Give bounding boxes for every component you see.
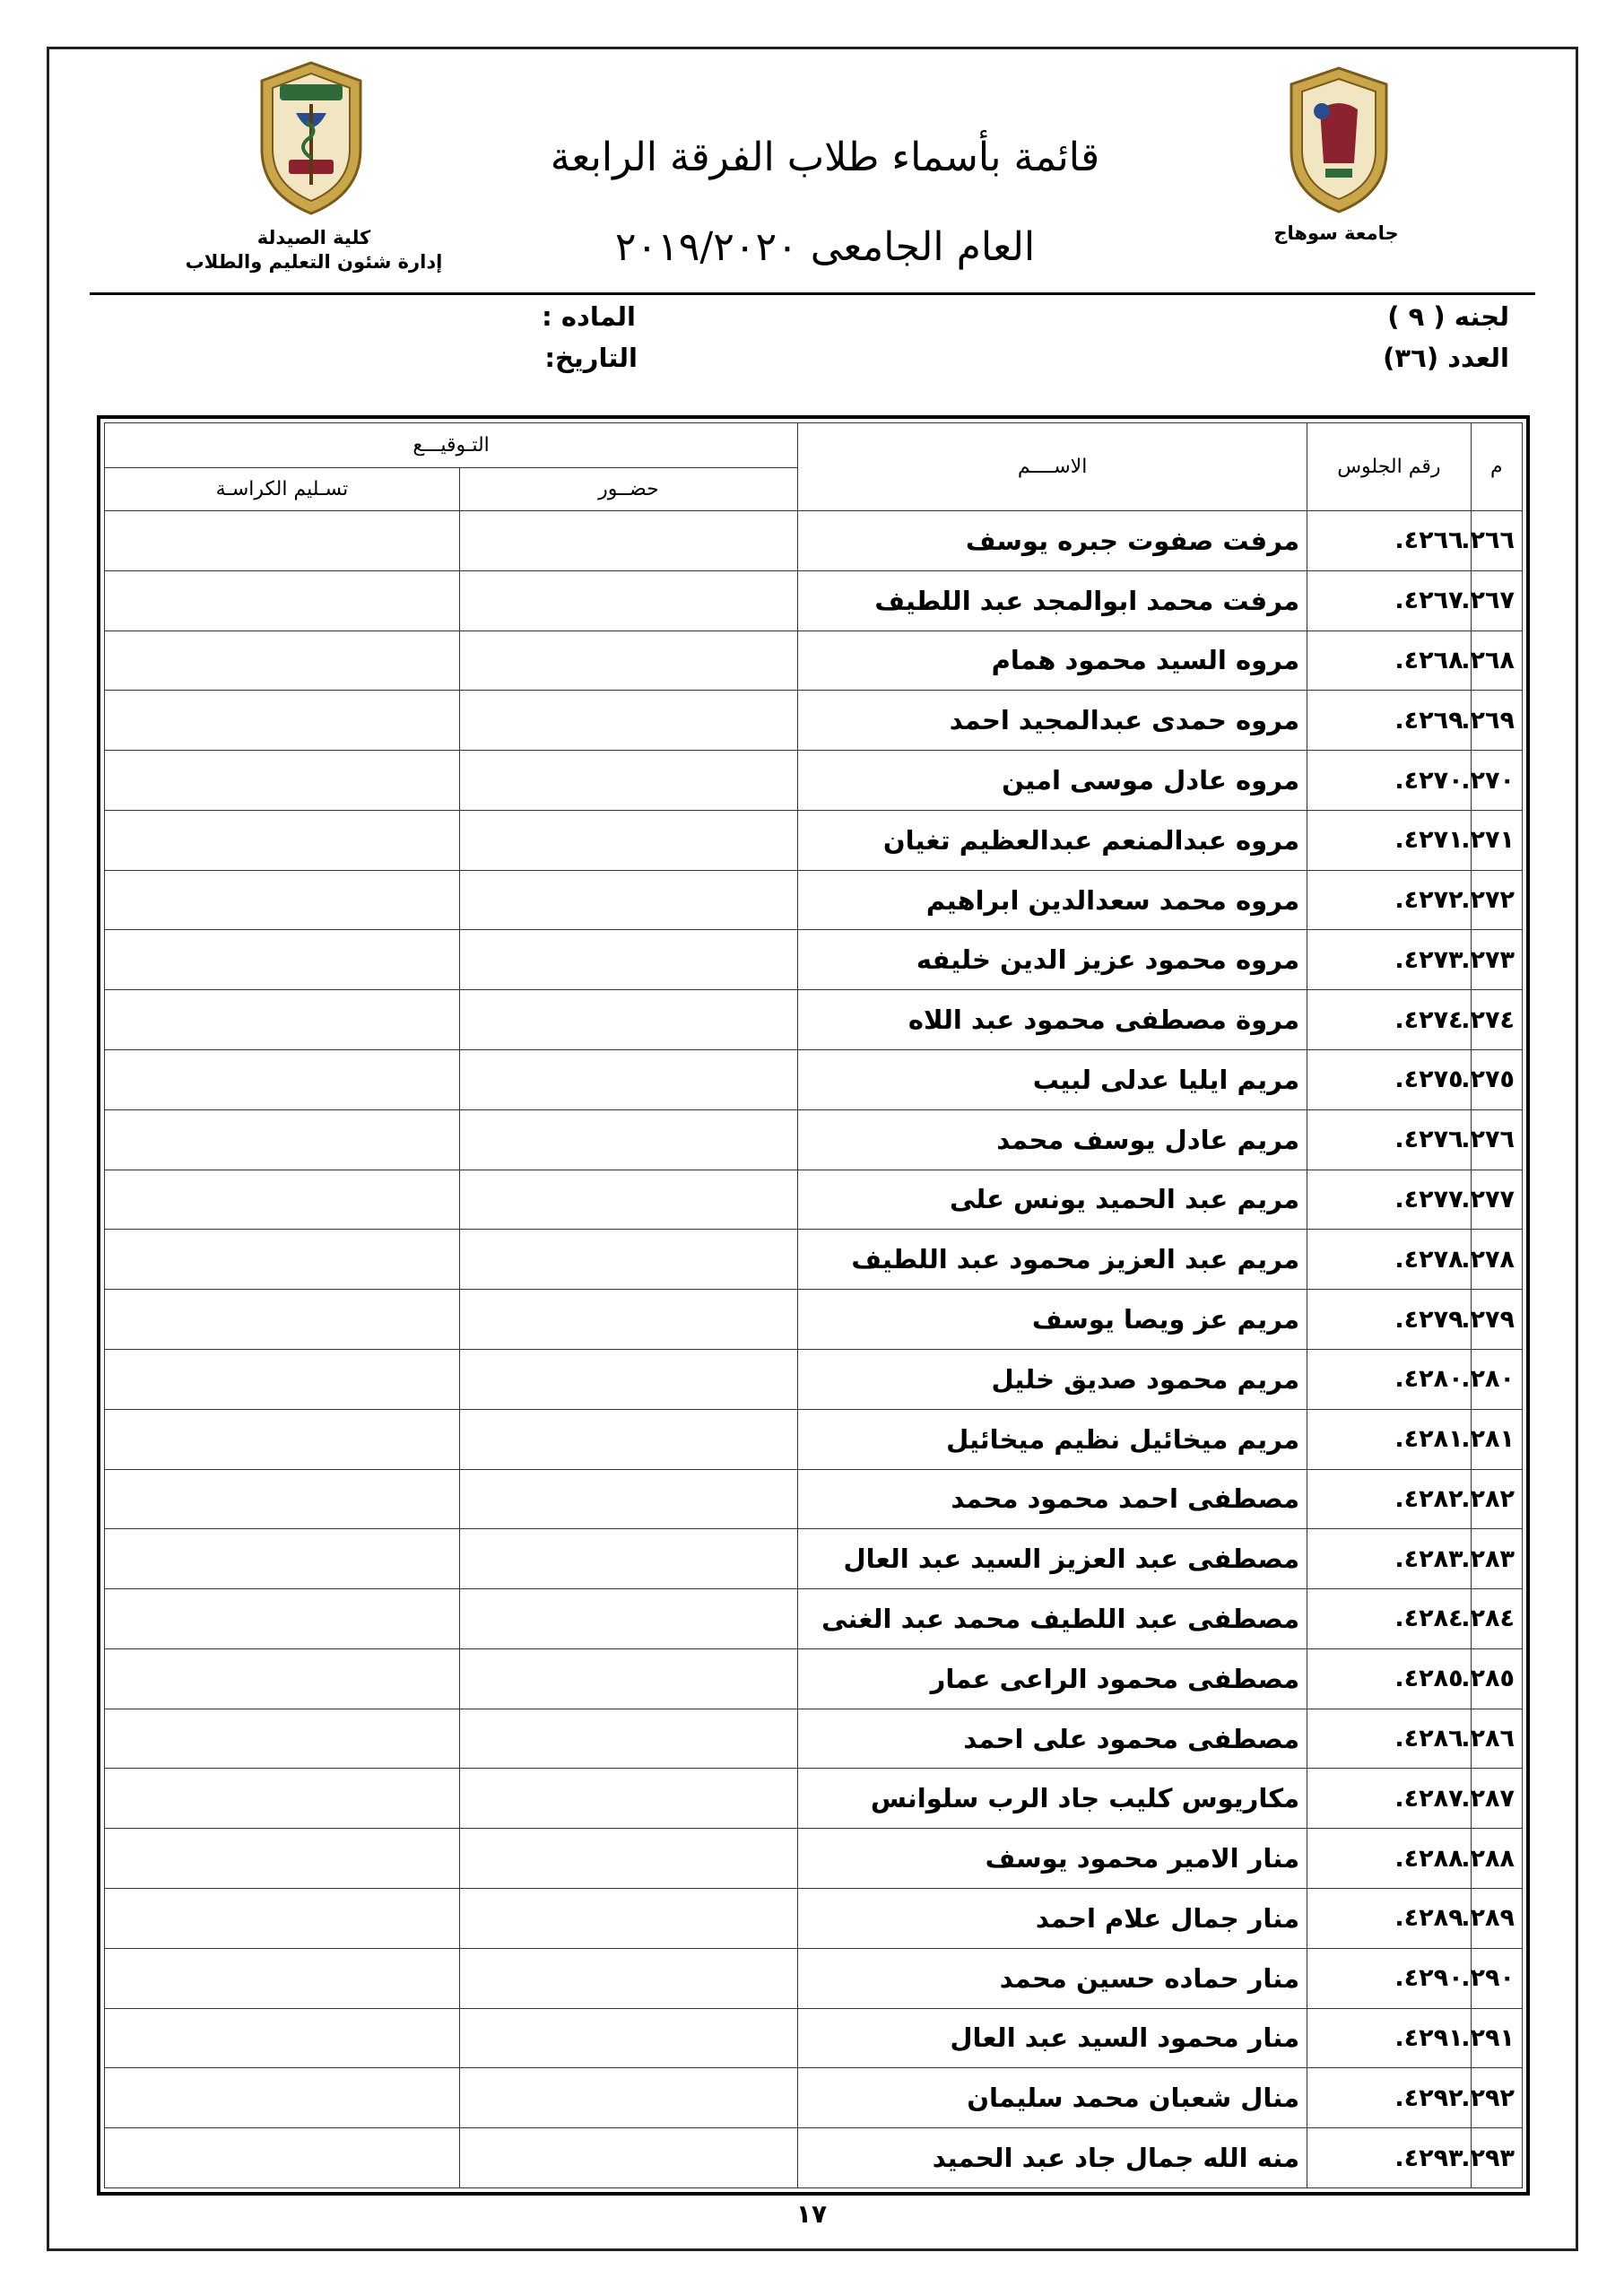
student-name: مصطفى عبد اللطيف محمد عبد الغنى bbox=[798, 1589, 1307, 1649]
table-row bbox=[105, 570, 1523, 631]
department-name: إدارة شئون التعليم والطلاب bbox=[185, 251, 443, 273]
faculty-crest-icon bbox=[253, 59, 369, 216]
seat-number: ٤٢٧٨. bbox=[1307, 1230, 1472, 1290]
row-number: ٢٩١. bbox=[1471, 2008, 1522, 2068]
student-name: مريم ميخائيل نظيم ميخائيل bbox=[798, 1409, 1307, 1469]
row-number: ٢٨٨. bbox=[1471, 1829, 1522, 1889]
booklet-delivery-cell bbox=[105, 570, 460, 631]
row-number: ٢٧٦. bbox=[1471, 1109, 1522, 1170]
row-number: ٢٦٧. bbox=[1471, 570, 1522, 631]
attendance-cell bbox=[459, 1170, 797, 1230]
header-m: م bbox=[1471, 423, 1522, 511]
booklet-delivery-cell bbox=[105, 1948, 460, 2008]
student-name: مصطفى محمود على احمد bbox=[798, 1709, 1307, 1769]
attendance-cell bbox=[459, 511, 797, 571]
seat-number: ٤٢٩٠. bbox=[1307, 1948, 1472, 2008]
attendance-cell bbox=[459, 2068, 797, 2128]
booklet-delivery-cell bbox=[105, 2008, 460, 2068]
student-name: مروه عادل موسى امين bbox=[798, 751, 1307, 811]
attendance-cell bbox=[459, 1589, 797, 1649]
student-name: مروه عبدالمنعم عبدالعظيم تغيان bbox=[798, 810, 1307, 870]
booklet-delivery-cell bbox=[105, 751, 460, 811]
table-row bbox=[105, 930, 1523, 990]
attendance-cell bbox=[459, 1290, 797, 1350]
attendance-cell bbox=[459, 691, 797, 751]
seat-number: ٤٢٧٤. bbox=[1307, 990, 1472, 1050]
attendance-cell bbox=[459, 2008, 797, 2068]
seat-number: ٤٢٦٨. bbox=[1307, 631, 1472, 691]
seat-number: ٤٢٨٢. bbox=[1307, 1469, 1472, 1529]
row-number: ٢٧٠. bbox=[1471, 751, 1522, 811]
student-name: منه الله جمال جاد عبد الحميد bbox=[798, 2128, 1307, 2188]
student-name: مريم عبد العزيز محمود عبد اللطيف bbox=[798, 1230, 1307, 1290]
table-row bbox=[105, 511, 1523, 571]
seat-number: ٤٢٩٣. bbox=[1307, 2128, 1472, 2188]
university-crest-icon bbox=[1284, 65, 1394, 215]
row-number: ٢٧٢. bbox=[1471, 870, 1522, 930]
row-number: ٢٩٣. bbox=[1471, 2128, 1522, 2188]
student-name: مروة مصطفى محمود عبد اللاه bbox=[798, 990, 1307, 1050]
header-attendance: حضــور bbox=[459, 468, 797, 511]
row-number: ٢٧٨. bbox=[1471, 1230, 1522, 1290]
committee-label: لجنه ( ٩ ) bbox=[1387, 301, 1509, 332]
table-row bbox=[105, 990, 1523, 1050]
attendance-cell bbox=[459, 1888, 797, 1948]
student-name: مروه حمدى عبدالمجيد احمد bbox=[798, 691, 1307, 751]
student-name: مريم عز ويصا يوسف bbox=[798, 1290, 1307, 1350]
header-name: الاســــم bbox=[798, 423, 1307, 511]
row-number: ٢٨١. bbox=[1471, 1409, 1522, 1469]
student-name: مروه محمود عزيز الدين خليفه bbox=[798, 930, 1307, 990]
booklet-delivery-cell bbox=[105, 1589, 460, 1649]
seat-number: ٤٢٦٩. bbox=[1307, 691, 1472, 751]
row-number: ٢٨٣. bbox=[1471, 1529, 1522, 1589]
row-number: ٢٨٢. bbox=[1471, 1469, 1522, 1529]
attendance-cell bbox=[459, 810, 797, 870]
seat-number: ٤٢٧٢. bbox=[1307, 870, 1472, 930]
booklet-delivery-cell bbox=[105, 870, 460, 930]
table-row bbox=[105, 1349, 1523, 1409]
row-number: ٢٦٨. bbox=[1471, 631, 1522, 691]
student-name: منار الامير محمود يوسف bbox=[798, 1829, 1307, 1889]
row-number: ٢٨٦. bbox=[1471, 1709, 1522, 1769]
table-row bbox=[105, 751, 1523, 811]
booklet-delivery-cell bbox=[105, 1230, 460, 1290]
seat-number: ٤٢٨٧. bbox=[1307, 1769, 1472, 1829]
attendance-cell bbox=[459, 1349, 797, 1409]
seat-number: ٤٢٨٣. bbox=[1307, 1529, 1472, 1589]
booklet-delivery-cell bbox=[105, 1769, 460, 1829]
attendance-cell bbox=[459, 870, 797, 930]
student-name: مروه محمد سعدالدين ابراهيم bbox=[798, 870, 1307, 930]
header-booklet-delivery: تسـليم الكراسـة bbox=[105, 468, 460, 511]
table-row bbox=[105, 1290, 1523, 1350]
booklet-delivery-cell bbox=[105, 1170, 460, 1230]
attendance-cell bbox=[459, 1409, 797, 1469]
booklet-delivery-cell bbox=[105, 990, 460, 1050]
attendance-cell bbox=[459, 570, 797, 631]
table-row bbox=[105, 1709, 1523, 1769]
row-number: ٢٧٥. bbox=[1471, 1050, 1522, 1110]
student-name: مصطفى محمود الراعى عمار bbox=[798, 1648, 1307, 1709]
booklet-delivery-cell bbox=[105, 2068, 460, 2128]
table-row bbox=[105, 1589, 1523, 1649]
seat-number: ٤٢٦٧. bbox=[1307, 570, 1472, 631]
seat-number: ٤٢٩٢. bbox=[1307, 2068, 1472, 2128]
attendance-cell bbox=[459, 930, 797, 990]
seat-number: ٤٢٦٦. bbox=[1307, 511, 1472, 571]
booklet-delivery-cell bbox=[105, 1349, 460, 1409]
booklet-delivery-cell bbox=[105, 1109, 460, 1170]
booklet-delivery-cell bbox=[105, 1709, 460, 1769]
date-label: التاريخ: bbox=[544, 343, 638, 373]
student-name: مريم عادل يوسف محمد bbox=[798, 1109, 1307, 1170]
student-name: مكاريوس كليب جاد الرب سلوانس bbox=[798, 1769, 1307, 1829]
row-number: ٢٧٣. bbox=[1471, 930, 1522, 990]
booklet-delivery-cell bbox=[105, 810, 460, 870]
subject-label: الماده : bbox=[542, 301, 636, 332]
table-row bbox=[105, 2068, 1523, 2128]
table-row bbox=[105, 2008, 1523, 2068]
booklet-delivery-cell bbox=[105, 1409, 460, 1469]
student-name: منال شعبان محمد سليمان bbox=[798, 2068, 1307, 2128]
booklet-delivery-cell bbox=[105, 2128, 460, 2188]
student-name: مصطفى عبد العزيز السيد عبد العال bbox=[798, 1529, 1307, 1589]
seat-number: ٤٢٨٦. bbox=[1307, 1709, 1472, 1769]
header-divider bbox=[90, 292, 1535, 295]
student-name: مريم محمود صديق خليل bbox=[798, 1349, 1307, 1409]
row-number: ٢٧١. bbox=[1471, 810, 1522, 870]
row-number: ٢٦٦. bbox=[1471, 511, 1522, 571]
seat-number: ٤٢٧٦. bbox=[1307, 1109, 1472, 1170]
table-row bbox=[105, 1469, 1523, 1529]
table-row bbox=[105, 691, 1523, 751]
row-number: ٢٨٧. bbox=[1471, 1769, 1522, 1829]
table-row bbox=[105, 1829, 1523, 1889]
seat-number: ٤٢٧٠. bbox=[1307, 751, 1472, 811]
student-name: مريم ايليا عدلى لبيب bbox=[798, 1050, 1307, 1110]
attendance-cell bbox=[459, 2128, 797, 2188]
attendance-cell bbox=[459, 1709, 797, 1769]
seat-number: ٤٢٧٧. bbox=[1307, 1170, 1472, 1230]
page-title: قائمة بأسماء طلاب الفرقة الرابعة bbox=[550, 135, 1100, 180]
row-number: ٢٩٠. bbox=[1471, 1948, 1522, 2008]
seat-number: ٤٢٨٥. bbox=[1307, 1648, 1472, 1709]
table-row bbox=[105, 1050, 1523, 1110]
row-number: ٢٨٤. bbox=[1471, 1589, 1522, 1649]
row-number: ٢٧٩. bbox=[1471, 1290, 1522, 1350]
attendance-cell bbox=[459, 990, 797, 1050]
students-table bbox=[104, 422, 1523, 2188]
table-row bbox=[105, 1948, 1523, 2008]
university-name: جامعة سوهاج bbox=[1273, 222, 1399, 244]
booklet-delivery-cell bbox=[105, 1888, 460, 1948]
header-signature: التـوقيـــع bbox=[105, 423, 798, 468]
booklet-delivery-cell bbox=[105, 1529, 460, 1589]
academic-year: العام الجامعى ٢٠١٩/٢٠٢٠ bbox=[614, 224, 1036, 270]
booklet-delivery-cell bbox=[105, 1829, 460, 1889]
table-row bbox=[105, 1170, 1523, 1230]
booklet-delivery-cell bbox=[105, 1050, 460, 1110]
table-row bbox=[105, 1109, 1523, 1170]
header-seat-number: رقم الجلوس bbox=[1307, 423, 1472, 511]
booklet-delivery-cell bbox=[105, 631, 460, 691]
university-logo bbox=[1284, 65, 1394, 215]
students-table-body bbox=[105, 511, 1523, 2188]
seat-number: ٤٢٧١. bbox=[1307, 810, 1472, 870]
student-name: منار محمود السيد عبد العال bbox=[798, 2008, 1307, 2068]
table-row bbox=[105, 631, 1523, 691]
faculty-logo bbox=[253, 59, 369, 216]
seat-number: ٤٢٨٨. bbox=[1307, 1829, 1472, 1889]
seat-number: ٤٢٧٥. bbox=[1307, 1050, 1472, 1110]
attendance-cell bbox=[459, 751, 797, 811]
table-row bbox=[105, 1769, 1523, 1829]
row-number: ٢٨٩. bbox=[1471, 1888, 1522, 1948]
seat-number: ٤٢٧٣. bbox=[1307, 930, 1472, 990]
seat-number: ٤٢٩١. bbox=[1307, 2008, 1472, 2068]
student-name: مرفت محمد ابوالمجد عبد اللطيف bbox=[798, 570, 1307, 631]
student-name: منار حماده حسين محمد bbox=[798, 1948, 1307, 2008]
attendance-cell bbox=[459, 1829, 797, 1889]
attendance-cell bbox=[459, 1948, 797, 2008]
table-row bbox=[105, 1888, 1523, 1948]
count-label: العدد (٣٦) bbox=[1383, 343, 1509, 373]
page-number: ١٧ bbox=[795, 2199, 828, 2229]
seat-number: ٤٢٨٠. bbox=[1307, 1349, 1472, 1409]
seat-number: ٤٢٨٩. bbox=[1307, 1888, 1472, 1948]
attendance-cell bbox=[459, 631, 797, 691]
student-name: مريم عبد الحميد يونس على bbox=[798, 1170, 1307, 1230]
row-number: ٢٦٩. bbox=[1471, 691, 1522, 751]
seat-number: ٤٢٨٤. bbox=[1307, 1589, 1472, 1649]
attendance-cell bbox=[459, 1769, 797, 1829]
attendance-cell bbox=[459, 1529, 797, 1589]
table-row bbox=[105, 1409, 1523, 1469]
table-row bbox=[105, 1230, 1523, 1290]
row-number: ٢٨٠. bbox=[1471, 1349, 1522, 1409]
row-number: ٢٨٥. bbox=[1471, 1648, 1522, 1709]
table-row bbox=[105, 1648, 1523, 1709]
attendance-cell bbox=[459, 1109, 797, 1170]
row-number: ٢٩٢. bbox=[1471, 2068, 1522, 2128]
seat-number: ٤٢٨١. bbox=[1307, 1409, 1472, 1469]
booklet-delivery-cell bbox=[105, 1290, 460, 1350]
attendance-cell bbox=[459, 1648, 797, 1709]
row-number: ٢٧٧. bbox=[1471, 1170, 1522, 1230]
attendance-cell bbox=[459, 1230, 797, 1290]
table-row bbox=[105, 810, 1523, 870]
students-table-frame bbox=[97, 415, 1530, 2196]
booklet-delivery-cell bbox=[105, 511, 460, 571]
student-name: مروه السيد محمود همام bbox=[798, 631, 1307, 691]
table-row bbox=[105, 1529, 1523, 1589]
student-name: مصطفى احمد محمود محمد bbox=[798, 1469, 1307, 1529]
table-row bbox=[105, 870, 1523, 930]
attendance-cell bbox=[459, 1469, 797, 1529]
booklet-delivery-cell bbox=[105, 930, 460, 990]
attendance-cell bbox=[459, 1050, 797, 1110]
faculty-name: كلية الصيدلة bbox=[256, 227, 371, 248]
booklet-delivery-cell bbox=[105, 1469, 460, 1529]
student-name: مرفت صفوت جبره يوسف bbox=[798, 511, 1307, 571]
student-name: منار جمال علام احمد bbox=[798, 1888, 1307, 1948]
booklet-delivery-cell bbox=[105, 1648, 460, 1709]
row-number: ٢٧٤. bbox=[1471, 990, 1522, 1050]
seat-number: ٤٢٧٩. bbox=[1307, 1290, 1472, 1350]
booklet-delivery-cell bbox=[105, 691, 460, 751]
table-row bbox=[105, 2128, 1523, 2188]
